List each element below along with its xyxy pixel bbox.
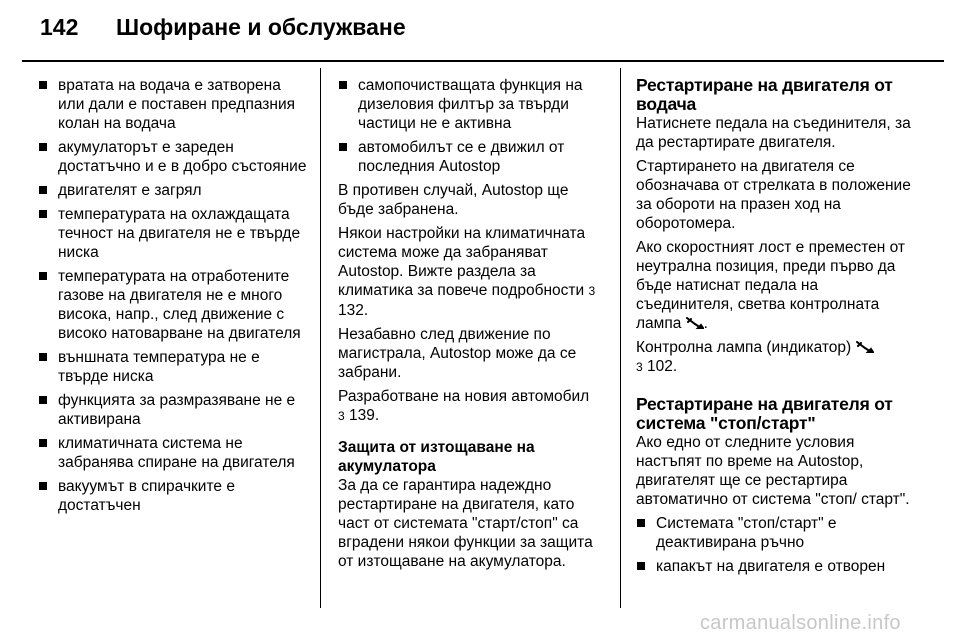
column-divider-1: [320, 68, 321, 608]
paragraph-gear-lever: [636, 238, 912, 333]
sentence-end: .: [703, 315, 708, 332]
paragraph: В противен случай, Autostop ще бъде забранена.: [338, 182, 569, 218]
list-item: функцията за размразяване не е активирана: [38, 391, 310, 429]
list-item: външната температура не е твърде ниска: [38, 348, 310, 386]
paragraph-text: Разработване на новия автомобил: [338, 388, 590, 405]
header-divider: [22, 60, 944, 62]
column-1: [38, 76, 310, 520]
paragraph-text: Контролна лампа (индикатор): [636, 339, 852, 356]
page-title: Шофиране и обслужване: [116, 14, 406, 40]
clutch-pedal-lamp-icon: [856, 341, 874, 353]
list-item: автомобилът се е движил от последния Autostop: [338, 138, 608, 176]
list-item: двигателят е загрял: [38, 181, 310, 200]
paragraph-break-in: [338, 387, 608, 426]
column-3: [636, 76, 912, 581]
list-item: температурата на отработените газове на двигателя не е много висока, напр., след движение с високо натоварване на двигателя: [38, 267, 310, 343]
list-item: Системата "стоп/старт" е деактивирана ръчно: [636, 514, 912, 552]
list-item: акумулаторът е зареден достатъчно и е в добро състояние: [38, 138, 310, 176]
clutch-pedal-lamp-icon: [686, 317, 704, 329]
list-item: вратата на водача е затворена или дали е поставен предпазния колан на водача: [38, 76, 310, 133]
paragraph: Стартирането на двигателя се обозначава от стрелката в положение за обороти на празен ход на оборотомера.: [636, 158, 911, 232]
column-2: [338, 76, 608, 576]
column-divider-2: [620, 68, 621, 608]
paragraph: Натиснете педала на съединителя, за да рестартирате двигателя.: [636, 115, 911, 151]
paragraph: Ако едно от следните условия настъпят по време на Autostop, двигателят ще се рестартира автоматично от система "стоп/ старт".: [636, 434, 910, 508]
section-heading-battery: Защита от изтощаване на акумулатора: [338, 439, 535, 475]
section-heading-driver-restart: Рестартиране на двигателя от водача: [636, 75, 893, 114]
list-item: капакът на двигателя е отворен: [636, 557, 912, 576]
watermark: carmanualsonline.info: [700, 612, 901, 634]
page-ref-arrow-icon: 3: [338, 409, 345, 423]
paragraph: За да се гарантира надеждно рестартиране на двигателя, като част от системата "старт/стоп" са вградени някои функции за защита от изтощаване на акумулатора.: [338, 477, 593, 570]
page-ref-arrow-icon: 3: [588, 284, 596, 298]
page-ref-link[interactable]: 139.: [349, 407, 380, 424]
list-item: вакуумът в спирачките е достатъчен: [38, 477, 310, 515]
page-ref-link[interactable]: 102.: [647, 358, 678, 375]
restart-condition-list: [636, 514, 912, 576]
paragraph-text: Някои настройки на климатичната система може да забраняват Autostop. Вижте раздела за климатика за повече подробности: [338, 225, 586, 299]
list-item: температурата на охлаждащата течност на двигателя не е твърде ниска: [38, 205, 310, 262]
paragraph-climate: [338, 224, 608, 320]
page-ref-arrow-icon: 3: [636, 360, 643, 374]
page-ref-link[interactable]: 132.: [338, 302, 369, 319]
condition-list-continued: [338, 76, 608, 176]
paragraph: Незабавно след движение по магистрала, Autostop може да се забрани.: [338, 326, 577, 381]
paragraph-text: Ако скоростният лост е преместен от неутрална позиция, преди първо да бъде натиснат педала на съединителя, светва контролната лампа: [636, 239, 906, 332]
list-item: климатичната система не забранява спиране на двигателя: [38, 434, 310, 472]
section-heading-system-restart: Рестартиране на двигателя от система "стоп/старт": [636, 394, 893, 433]
list-item: самопочистващата функция на дизеловия филтър за твърди частици не е активна: [338, 76, 608, 133]
page-number: 142: [40, 14, 79, 40]
condition-list: [38, 76, 310, 515]
paragraph-indicator: [636, 338, 912, 377]
